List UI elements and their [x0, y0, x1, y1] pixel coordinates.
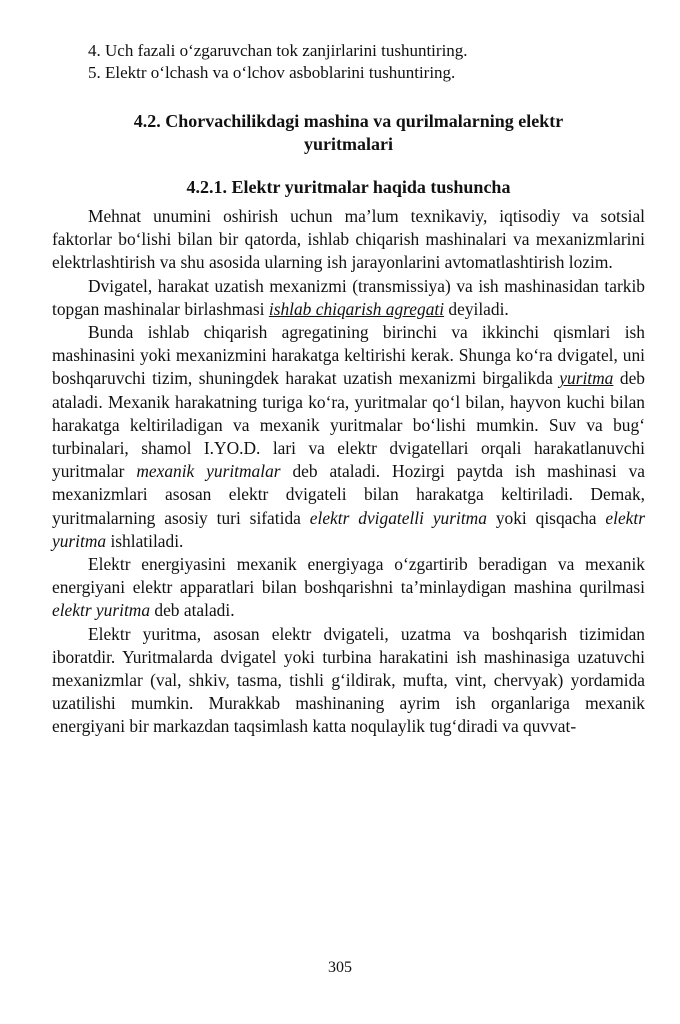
- term-elektr-yuritma: elektr yuritma: [52, 507, 645, 551]
- paragraph-2: [52, 275, 645, 321]
- section-heading-line1: 4.2. Chorvachilikdagi mashina va qurilmalarning elektr: [133, 111, 564, 131]
- section-heading-line2: yuritmalari: [304, 134, 393, 154]
- paragraph-3-text-3: deb ataladi. Hozirgi paytda ish mashinasi va mexanizmlari asosan elektr dvigateli bilan harakatga keltiriladi. Demak, yuritmalarning asosiy turi sifatida: [52, 461, 646, 528]
- list-item-4: 4. Uch fazali o‘zgaruvchan tok zanjirlarini tushuntiring.: [88, 41, 468, 60]
- term-ishlab-chiqarish-agregati: ishlab chiqarish agregati: [268, 298, 445, 319]
- paragraph-2-text-b: deyiladi.: [444, 298, 509, 319]
- list-item-5: 5. Elektr o‘lchash va o‘lchov asboblarini tushuntiring.: [88, 63, 456, 82]
- paragraph-3: [52, 321, 645, 553]
- paragraph-5: Elektr yuritma, asosan elektr dvigateli, uzatma va boshqarish tizimidan iboratdir. Yuritmalarda dvigatel yoki turbina harakatini ish mashinasiga uzatuvchi mexanizmlar (val, shkiv, tasma, tishli g‘ildirak, mufta, vint, chervyak) yordamida uzatilishi mumkin. Murakkab mashinaning ayrim ish organlariga mexanik energiyani bir markazdan taqsimlash katta noqulaylik tug‘diradi va quvvat-: [52, 623, 645, 737]
- term-elektr-yuritma-2: elektr yuritma: [52, 600, 151, 621]
- section-heading: [52, 110, 645, 156]
- subsection-heading: 4.2.1. Elektr yuritmalar haqida tushuncha: [186, 177, 511, 197]
- page-body: [52, 40, 645, 739]
- page-number: 305: [328, 959, 352, 976]
- paragraph-4-text-a: Elektr energiyasini mexanik energiyaga o‘zgartirib beradigan va mexanik energiyani elektr apparatlari bilan boshqarishni ta’minlaydigan mashina qurilmasi: [52, 554, 645, 598]
- paragraph-4-text-b: deb ataladi.: [150, 600, 235, 621]
- paragraph-3-text-5: ishlatiladi.: [106, 530, 184, 551]
- paragraph-1: Mehnat unumini oshirish uchun ma’lum texnikaviy, iqtisodiy va sotsial faktorlar bo‘lishi bilan bir qatorda, ishlab chiqarish mashinalari va mexanizmlarini elektrlashtirish va shu asosida ularning ish jarayonlarini avtomatlashtirish lozim.: [52, 206, 645, 273]
- paragraph-3-text-1: Bunda ishlab chiqarish agregatining birinchi va ikkinchi qismlari ish mashinasini yoki mexanizmini harakatga keltirishi kerak. Shunga ko‘ra dvigatel, uni boshqaruvchi tizim, shuningdek harakat uzatish mexanizmi birgalikda: [52, 322, 645, 389]
- term-yuritma: yuritma: [559, 368, 614, 389]
- paragraph-3-text-4: yoki qisqacha: [486, 507, 606, 528]
- paragraph-2-text-a: Dvigatel, harakat uzatish mexanizmi (transmissiya) va ish mashinasidan tarkib topgan mashinalar birlashmasi: [52, 275, 645, 319]
- paragraph-4: [52, 553, 645, 623]
- term-elektr-dvigatelli-yuritma: elektr dvigatelli yuritma: [309, 507, 487, 528]
- paragraph-3-text-2: deb ataladi. Mexanik harakatning turiga ko‘ra, yuritmalar qo‘l bilan, hayvon kuchi bilan harakatga keltiriladigan va mexanik yuritmalar bo‘lishi mumkin. Suv va bug‘ turbinalari, shamol I.YO.D. lari va elektr dvigatellari orqali harakatlanuvchi yuritmalar: [52, 368, 645, 482]
- term-mexanik-yuritmalar: mexanik yuritmalar: [136, 461, 281, 482]
